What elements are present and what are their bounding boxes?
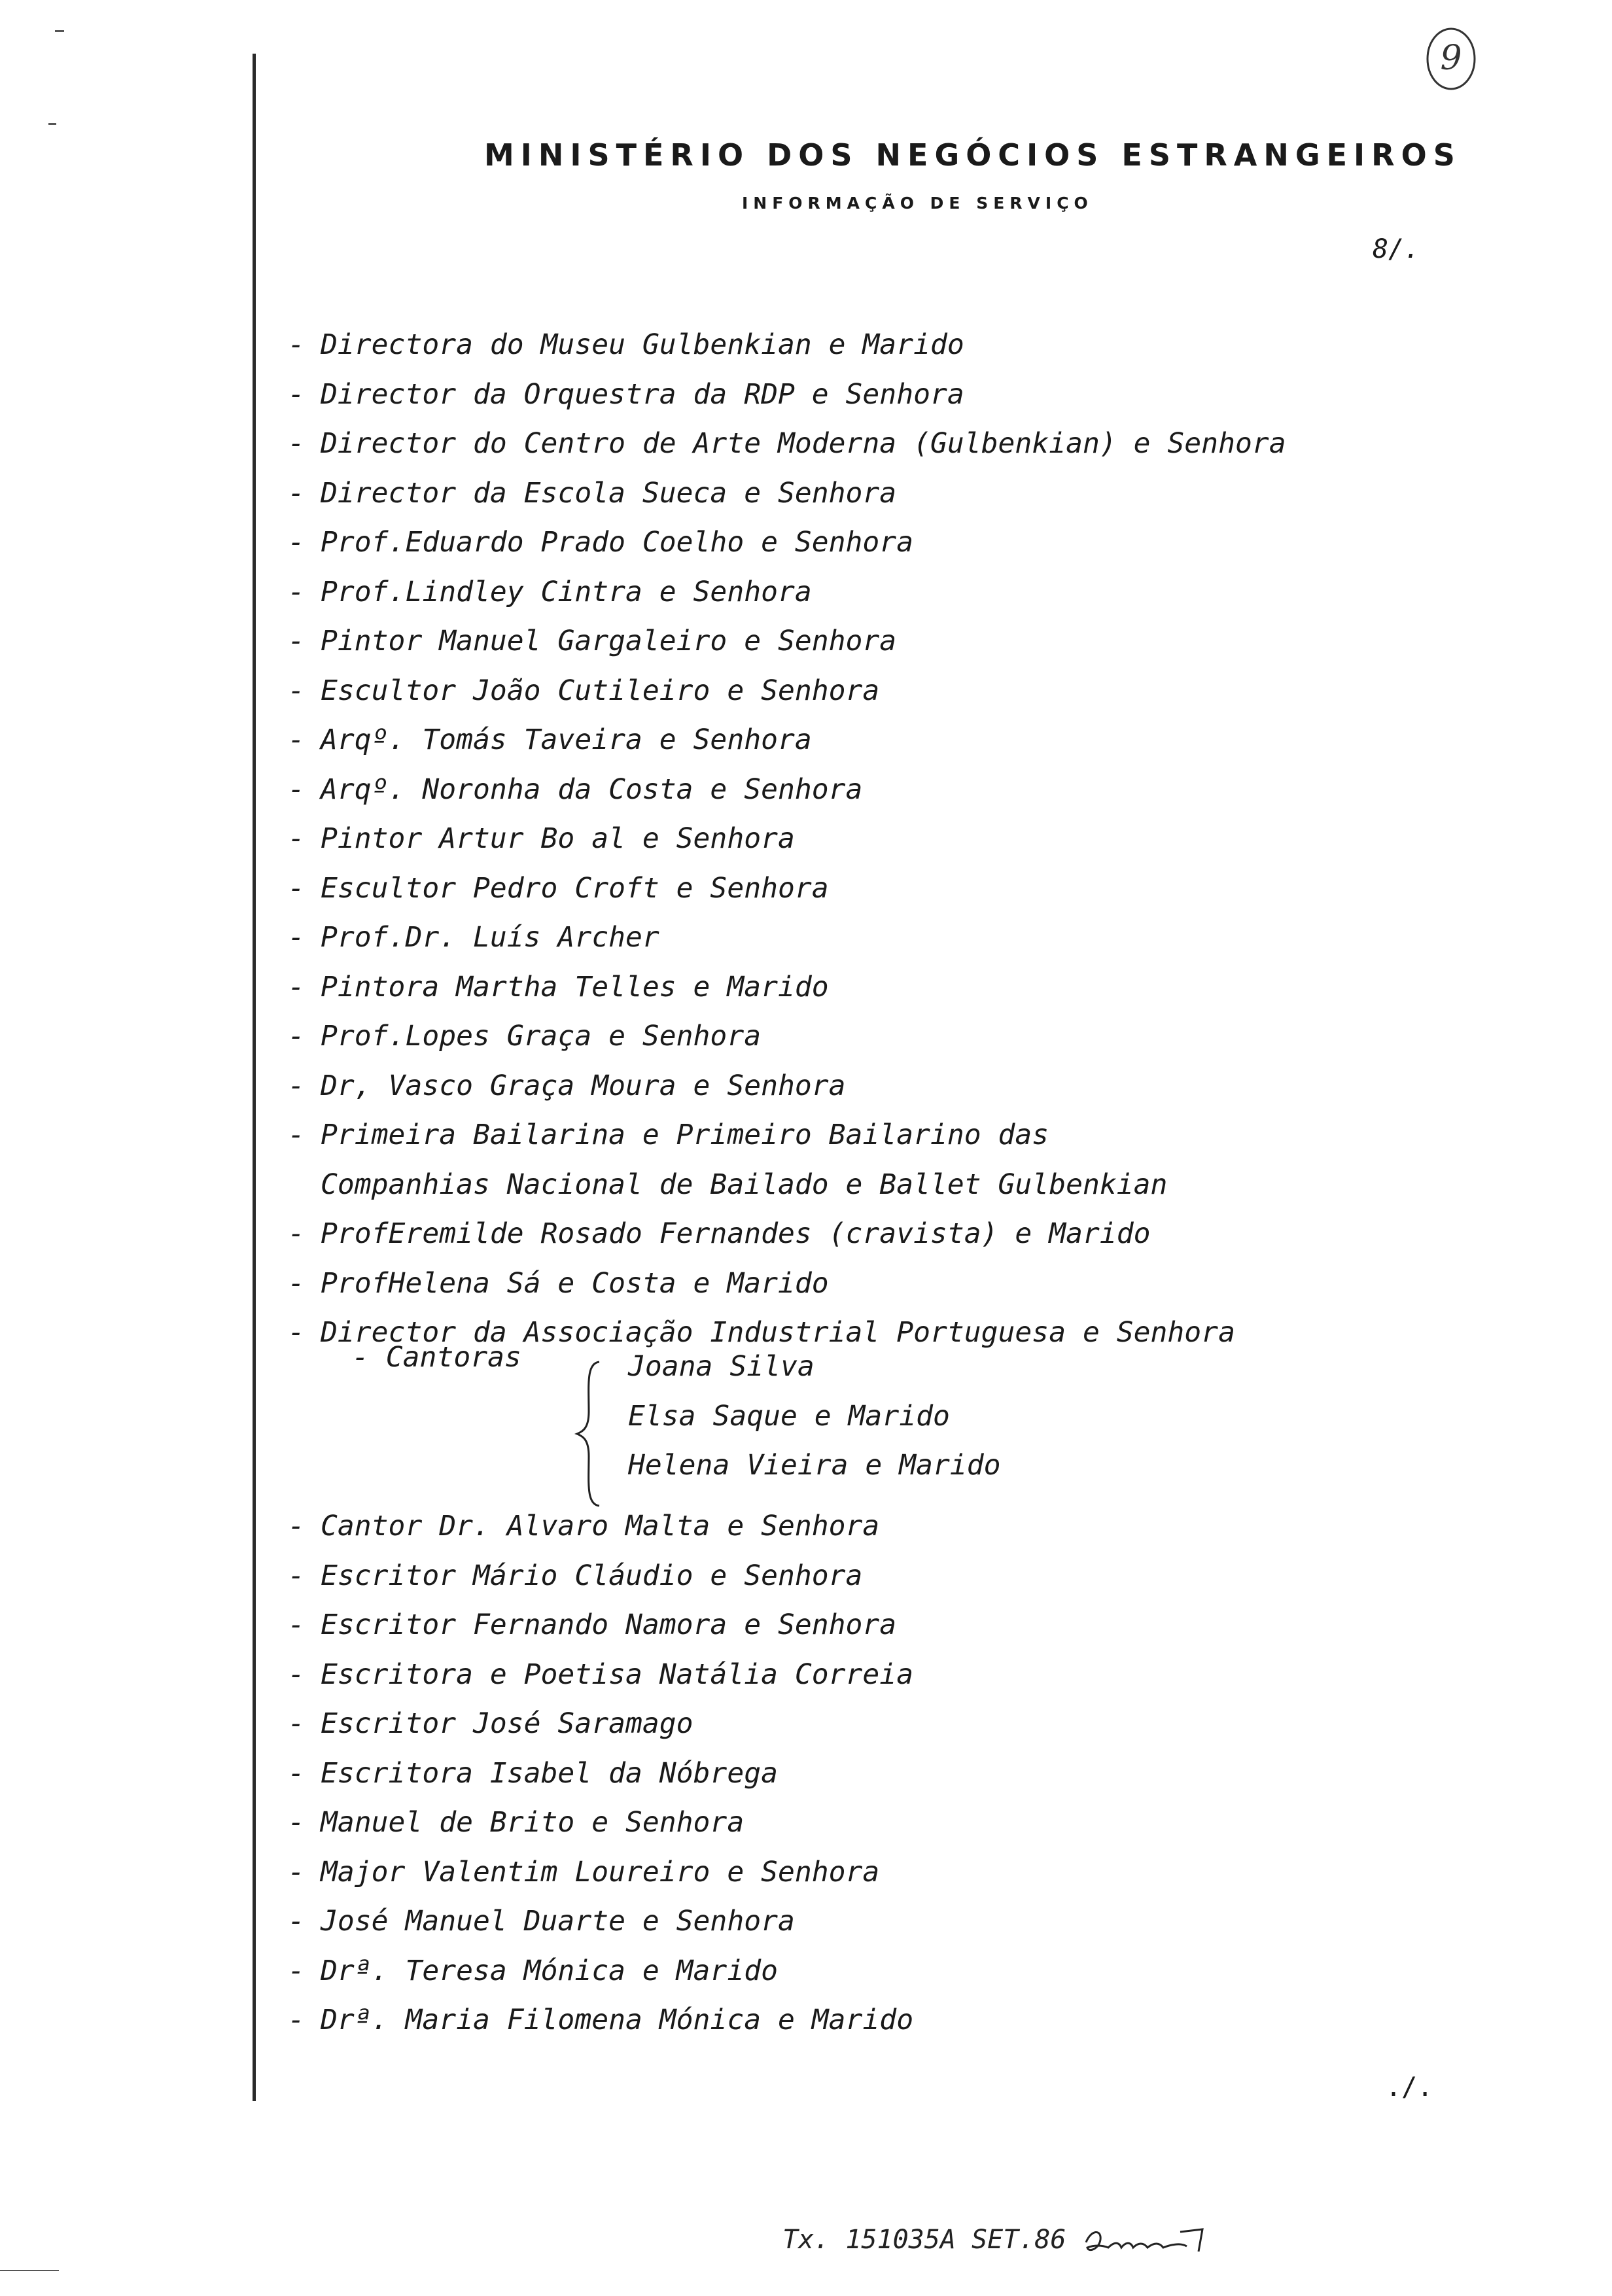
list-item: - Manuel de Brito e Senhora: [288, 1798, 913, 1848]
list-item: - Arqº. Tomás Taveira e Senhora: [288, 716, 1286, 765]
folio-number: 9: [1440, 39, 1462, 78]
list-item: - José Manuel Duarte e Senhora: [288, 1897, 913, 1947]
list-item: - Primeira Bailarina e Primeiro Bailarino das: [288, 1111, 1286, 1160]
list-dash: -: [288, 1559, 305, 1592]
list-item: - Arqº. Noronha da Costa e Senhora: [288, 765, 1286, 815]
list-item: - Pintora Martha Telles e Marido: [288, 963, 1286, 1013]
list-item: - Cantor Dr. Alvaro Malta e Senhora: [288, 1502, 913, 1552]
list-dash: -: [288, 1658, 305, 1691]
list-dash: -: [288, 1119, 305, 1151]
list-dash: -: [288, 1316, 305, 1349]
edge-mark: [0, 2270, 59, 2271]
list-dash: -: [288, 1217, 305, 1250]
list-dash: -: [288, 1020, 305, 1052]
list-dash: -: [288, 2004, 305, 2036]
list-item: - Dr, Vasco Graça Moura e Senhora: [288, 1062, 1286, 1111]
list-dash: -: [288, 1069, 305, 1102]
edge-mark: [48, 123, 56, 125]
list-item: - Escultor João Cutileiro e Senhora: [288, 667, 1286, 716]
list-dash: -: [288, 1510, 305, 1542]
list-item: - Director da Escola Sueca e Senhora: [288, 469, 1286, 519]
list-dash: -: [288, 1609, 305, 1641]
list-item: - Escritora e Poetisa Natália Correia: [288, 1650, 913, 1700]
list-item: - Prof.Eduardo Prado Coelho e Senhora: [288, 518, 1286, 568]
margin-rule: [253, 54, 256, 2101]
folio-number-circle: [1421, 20, 1484, 97]
list-dash: -: [288, 871, 305, 905]
list-item: - Escultor Pedro Croft e Senhora: [288, 864, 1286, 914]
list-dash: -: [288, 476, 305, 510]
list-item: - ProfEremilde Rosado Fernandes (cravista) e Marido: [288, 1209, 1286, 1259]
list-dash: -: [288, 1756, 305, 1790]
list-dash: -: [288, 377, 305, 411]
list-item: - Prof.Lindley Cintra e Senhora: [288, 568, 1286, 617]
list-item: - Prof.Dr. Luís Archer: [288, 913, 1286, 963]
guest-list-continued: [288, 1502, 913, 2045]
list-item: - Director da Orquestra da RDP e Senhora: [288, 370, 1286, 420]
list-item: - Pintor Artur Bo al e Senhora: [288, 814, 1286, 864]
list-dash: -: [288, 723, 305, 756]
handwritten-signature: [1082, 2223, 1206, 2259]
list-item: - Director do Centro de Arte Moderna (Gulbenkian) e Senhora: [288, 419, 1286, 469]
list-item: - Escritora Isabel da Nóbrega: [288, 1749, 913, 1799]
list-dash: -: [288, 822, 305, 855]
list-item: - Prof.Lopes Graça e Senhora: [288, 1012, 1286, 1062]
list-dash: -: [288, 1707, 305, 1740]
list-dash: -: [288, 575, 305, 608]
cantoras-list: [628, 1342, 1001, 1491]
list-item: - Director da Associação Industrial Portuguesa e Senhora: [288, 1308, 1286, 1358]
list-item: - Directora do Museu Gulbenkian e Marido: [288, 321, 1286, 370]
document-header: MINISTÉRIO DOS NEGÓCIOS ESTRANGEIROS: [484, 137, 1462, 173]
list-item: - Pintor Manuel Gargaleiro e Senhora: [288, 617, 1286, 667]
list-dash: -: [288, 674, 305, 707]
list-dash: -: [288, 1806, 305, 1839]
edge-mark: [55, 30, 64, 32]
list-dash: -: [288, 773, 305, 806]
footer-reference: Tx. 151035A SET.86: [782, 2225, 1066, 2255]
list-dash: -: [288, 625, 305, 657]
brace-icon: [574, 1359, 604, 1508]
list-dash: -: [288, 427, 305, 460]
guest-list: [288, 321, 1286, 1358]
list-item: - Escritor Mário Cláudio e Senhora: [288, 1552, 913, 1601]
page-number: 8/.: [1373, 234, 1420, 264]
list-dash: -: [288, 526, 305, 559]
continuation-mark: ./.: [1386, 2072, 1433, 2102]
list-item: Joana Silva: [628, 1350, 815, 1383]
list-dash: -: [288, 970, 305, 1003]
list-item: - Major Valentim Loureiro e Senhora: [288, 1848, 913, 1898]
list-dash: -: [288, 1954, 305, 1987]
list-dash: -: [288, 921, 305, 954]
document-subheader: INFORMAÇÃO DE SERVIÇO: [742, 194, 1093, 213]
list-dash: -: [288, 1855, 305, 1888]
list-item: - Escritor José Saramago: [288, 1699, 913, 1749]
list-item-continuation: Companhias Nacional de Bailado e Ballet Gulbenkian: [321, 1168, 1168, 1201]
list-dash: -: [288, 1905, 305, 1938]
list-item: - Escritor Fernando Namora e Senhora: [288, 1601, 913, 1650]
footer-annotation: [782, 2223, 1206, 2259]
list-item: - ProfHelena Sá e Costa e Marido: [288, 1259, 1286, 1309]
cantoras-label: - Cantoras: [352, 1341, 521, 1374]
list-item: Helena Vieira e Marido: [628, 1449, 1001, 1482]
list-item: - Drª. Maria Filomena Mónica e Marido: [288, 1996, 913, 2045]
list-dash: -: [288, 1266, 305, 1300]
list-item: Elsa Saque e Marido: [628, 1399, 950, 1433]
list-item: - Drª. Teresa Mónica e Marido: [288, 1947, 913, 1996]
list-dash: -: [288, 328, 305, 361]
